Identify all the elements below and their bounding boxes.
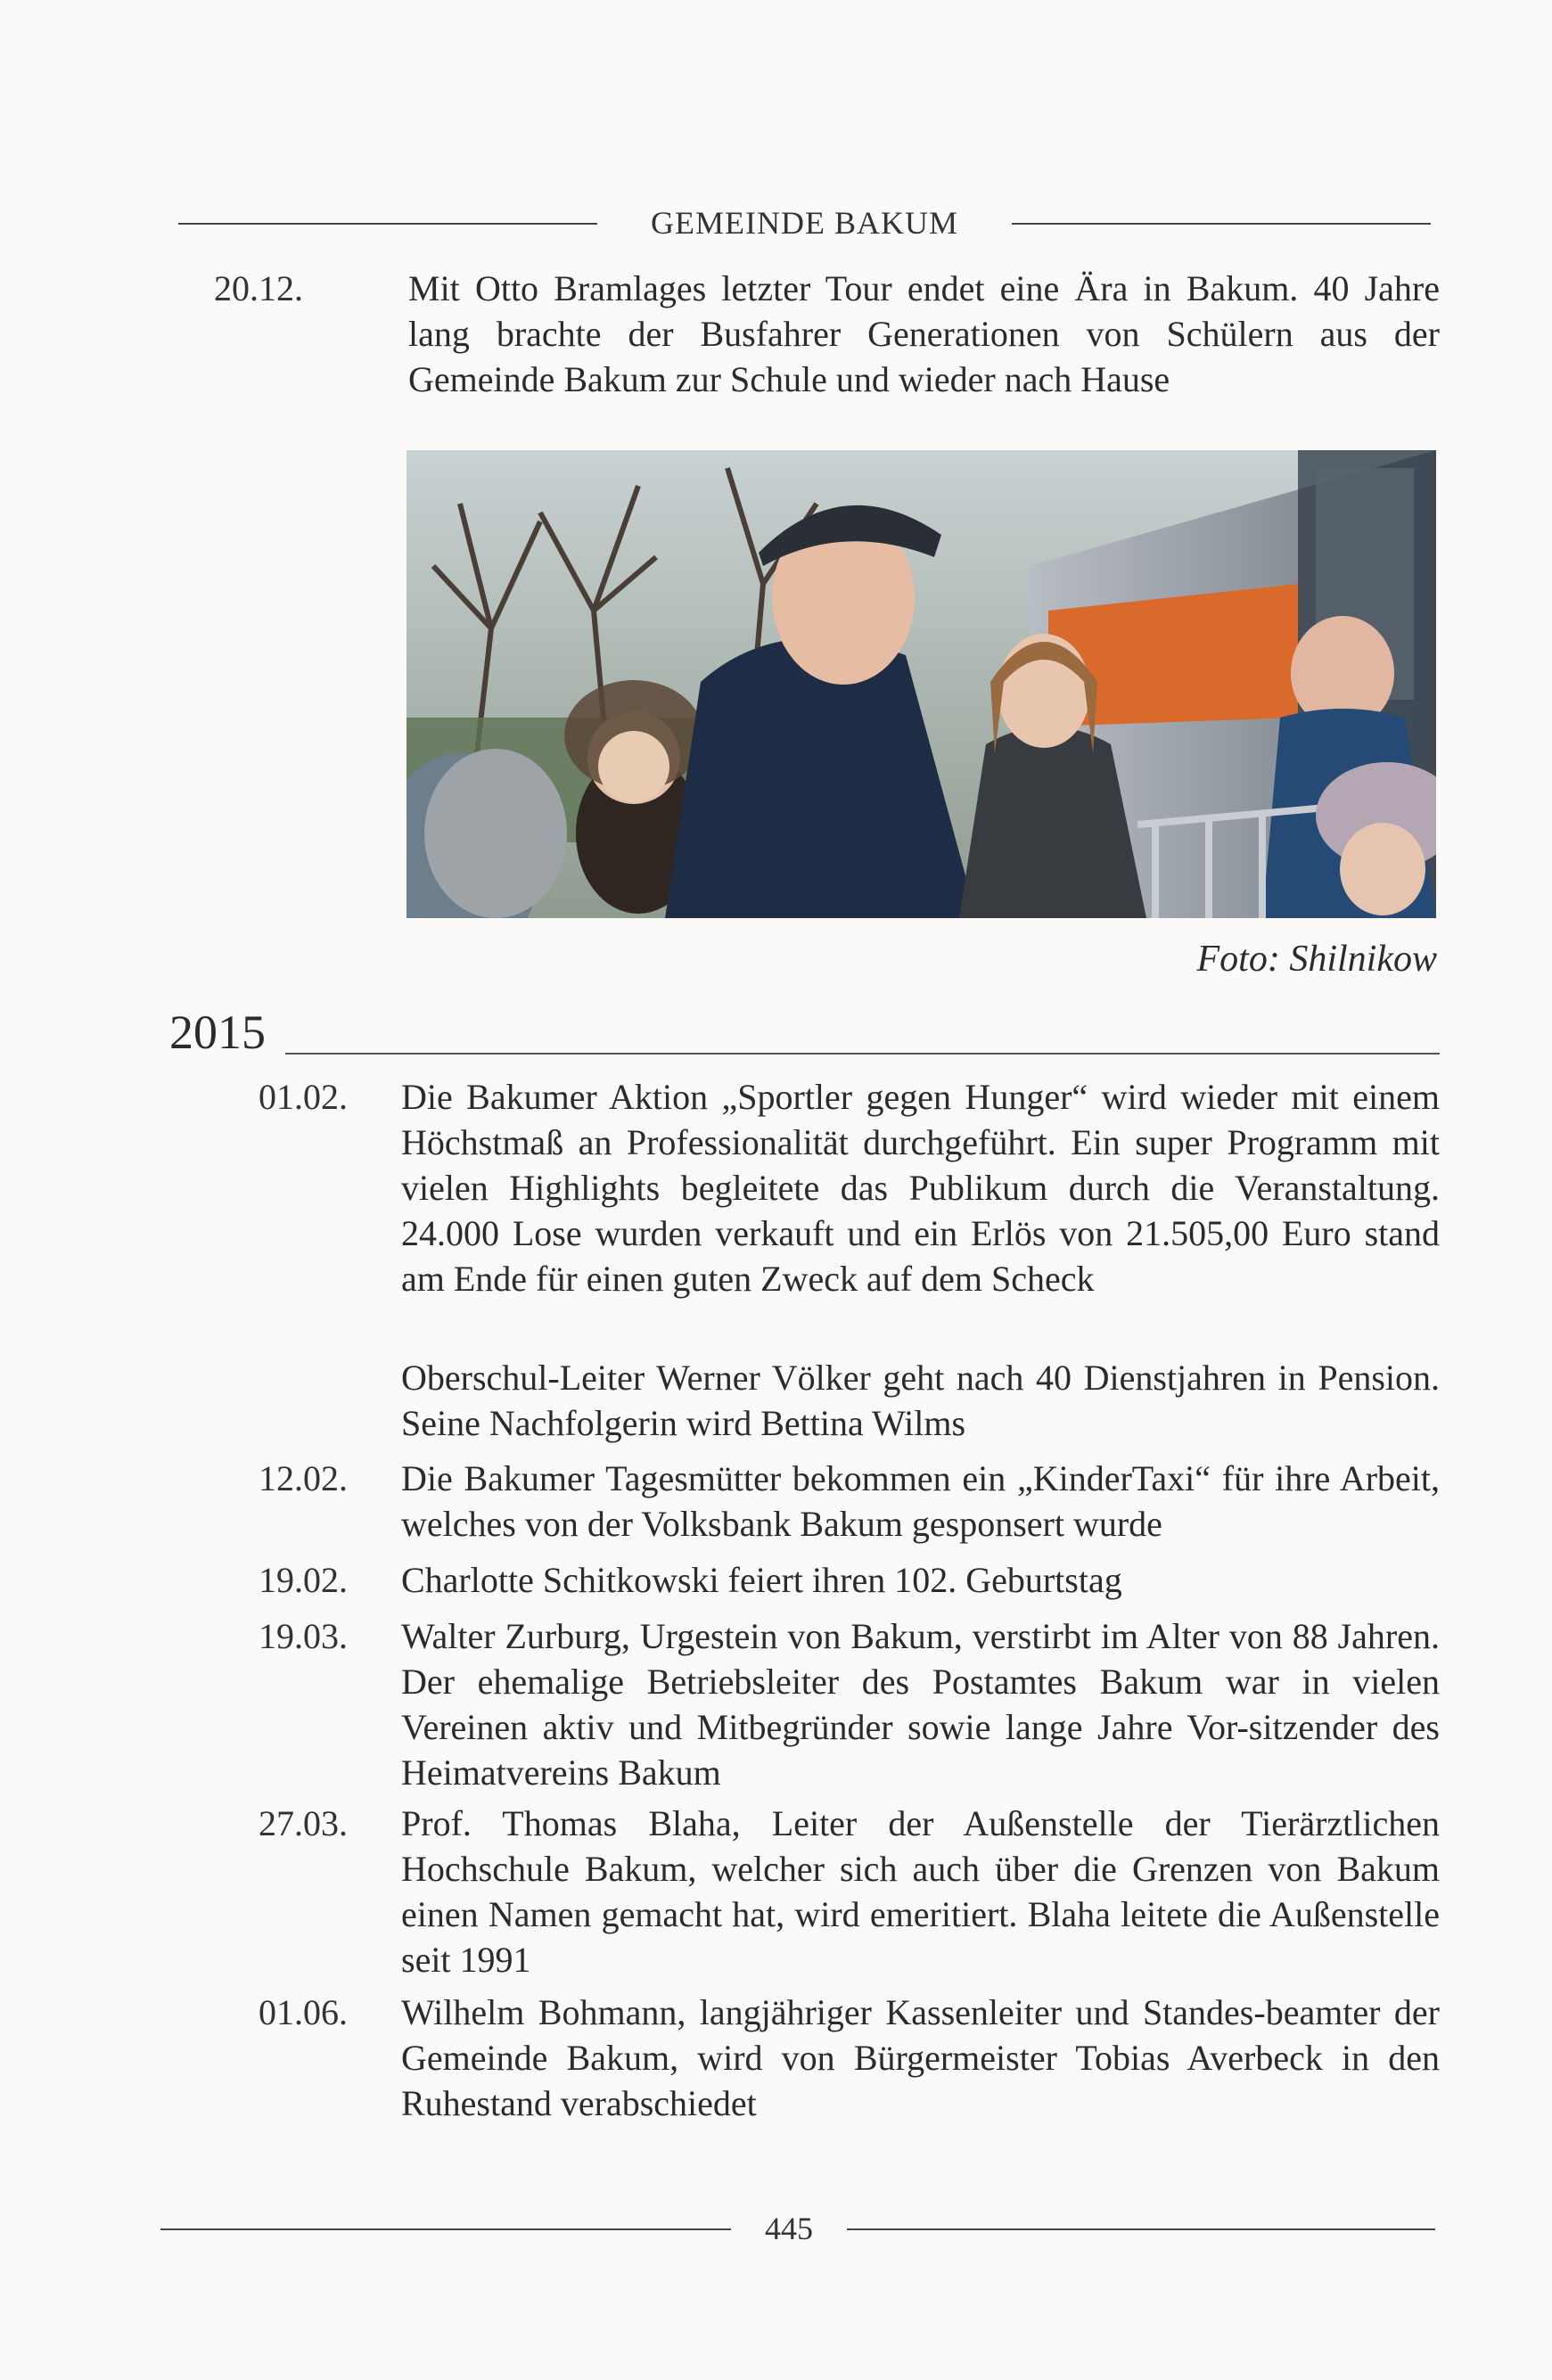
entry-date: 19.03. [259, 1616, 348, 1656]
entry-text: Prof. Thomas Blaha, Leiter der Außenstelle der Tierärztlichen Hochschule Bakum, welcher sich auch über die Grenzen von Bakum einen Namen gemacht hat, wird emeritiert. Blaha leitete die Außenstelle seit 1991 [401, 1803, 1440, 1980]
page-footer [160, 2206, 1435, 2251]
entry-text: Oberschul-Leiter Werner Völker geht nach 40 Dienstjahren in Pension. Seine Nachfolgerin wird Bettina Wilms [401, 1358, 1440, 1443]
entry-text: Die Bakumer Aktion „Sportler gegen Hunger“ wird wieder mit einem Höchstmaß an Professionalität durchgeführt. Ein super Programm mit vielen Highlights begleitete das Publikum durch die Veranstaltung. 24.000 Lose wurden verkauft und ein Erlös von 21.505,00 Euro stand am Ende für einen guten Zweck auf dem Scheck [401, 1077, 1440, 1299]
chronicle-entry [169, 1557, 1440, 1603]
entry-date: 12.02. [259, 1458, 348, 1498]
entry-date: 19.02. [259, 1560, 348, 1600]
year-rule [285, 1053, 1440, 1055]
photo-credit: Foto: Shilnikow [1196, 939, 1437, 980]
photo-illustration [406, 450, 1436, 918]
entry-text: Charlotte Schitkowski feiert ihren 102. Geburtstag [401, 1560, 1122, 1600]
entry-text: Walter Zurburg, Urgestein von Bakum, verstirbt im Alter von 88 Jahren. Der ehemalige Betriebsleiter des Postamtes Bakum war in vielen Vereinen aktiv und Mitbegründer sowie lange Jahre Vor-sitzender des Heimatvereins Bakum [401, 1616, 1440, 1793]
footer-rule-right [847, 2228, 1435, 2230]
chronicle-entry [169, 1801, 1440, 1982]
entry-text: Die Bakumer Tagesmütter bekommen ein „KinderTaxi“ für ihre Arbeit, welches von der Volksbank Bakum gesponsert wurde [401, 1458, 1440, 1544]
running-header [169, 201, 1440, 245]
entry-text: Mit Otto Bramlages letzter Tour endet eine Ära in Bakum. 40 Jahre lang brachte der Busfahrer Generationen von Schülern aus der Gemeinde Bakum zur Schule und wieder nach Hause [408, 268, 1440, 399]
footer-rule-left [160, 2228, 731, 2230]
header-rule-left [178, 223, 597, 225]
chronicle-entry [169, 1074, 1440, 1347]
chronicle-entry [169, 1613, 1440, 1795]
chronicle-entry [169, 266, 1440, 408]
year-label: 2015 [169, 1005, 266, 1059]
chronicle-entry [169, 1456, 1440, 1547]
chronicle-entry [169, 1990, 1440, 2126]
entry-date: 01.06. [259, 1992, 348, 2032]
year-heading [169, 1003, 1440, 1062]
page-number: 445 [765, 2211, 813, 2246]
chronicle-entry [169, 1355, 1440, 1446]
entry-date: 01.02. [259, 1077, 348, 1117]
header-rule-right [1012, 223, 1431, 225]
entry-text: Wilhelm Bohmann, langjähriger Kassenleiter und Standes-beamter der Gemeinde Bakum, wird von Bürgermeister Tobias Averbeck in den Ruhestand verabschiedet [401, 1992, 1440, 2123]
press-photo [406, 450, 1436, 918]
running-title: GEMEINDE BAKUM [651, 205, 958, 241]
entry-date: 20.12. [214, 268, 303, 308]
entry-date: 27.03. [259, 1803, 348, 1843]
